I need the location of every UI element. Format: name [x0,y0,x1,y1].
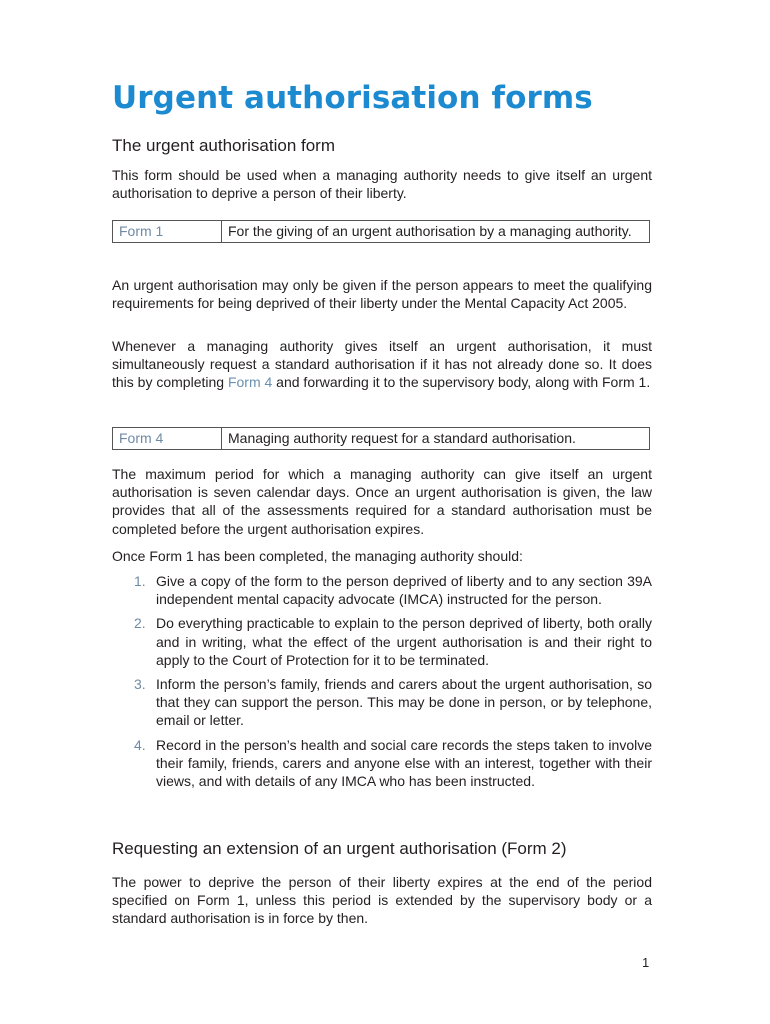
extension-paragraph: The power to deprive the person of their liberty expires at the end of the period specified on Form 1, unless this period is extended by the supervisory body or a standard authorisation is in force by then. [112,874,652,927]
step-number: 4. [134,736,146,753]
step-text: Record in the person’s health and social care records the steps taken to involve their family, friends, carers and anyone else with an interest, together with their views, and with details of any IMCA who has been instructed. [156,736,652,790]
once-paragraph: Once Form 1 has been completed, the managing authority should: [112,548,523,564]
form4-link[interactable]: Form 4 [227,374,273,391]
list-item [112,614,652,669]
form1-name: Form 1 [113,221,222,243]
step-number: 3. [134,676,146,693]
whenever-paragraph [112,337,652,392]
step-text: Do everything practicable to explain to the person deprived of liberty, both orally and in writing, what the effect of the urgent authorisation is and their right to apply to the Court of Protection for it to be terminated. [156,615,652,668]
whenever-text-after: and forwarding it to the supervisory body, along with Form 1. [272,374,651,391]
form1-table [112,220,650,243]
step-number: 2. [134,615,146,632]
form1-description: For the giving of an urgent authorisation by a managing authority. [222,221,650,243]
page-number: 1 [642,955,650,970]
maximum-period-paragraph: The maximum period for which a managing authority can give itself an urgent authorisation is seven calendar days. Once an urgent authorisation is given, the law provides that all of the assessments required for a standard authorisation must be completed before the urgent authorisation expires. [112,466,652,537]
list-item [112,675,652,730]
list-item [112,572,652,608]
intro-paragraph: This form should be used when a managing authority needs to give itself an urgent authorisation to deprive a person of their liberty. [112,167,652,202]
form4-description: Managing authority request for a standard authorisation. [222,428,650,450]
qualifying-paragraph: An urgent authorisation may only be given if the person appears to meet the qualifying requirements for being deprived of their liberty under the Mental Capacity Act 2005. [112,277,652,312]
list-item [112,736,652,791]
step-text: Give a copy of the form to the person deprived of liberty and to any section 39A independent mental capacity advocate (IMCA) instructed for the person. [156,573,652,608]
step-text: Inform the person’s family, friends and carers about the urgent authorisation, so that they can support the person. This may be done in person, or by telephone, email or letter. [156,676,652,729]
table-row [113,221,650,243]
step-number: 1. [134,573,146,589]
page-title: Urgent authorisation forms [112,80,593,116]
form4-table [112,427,650,450]
whenever-text-before: Whenever a managing authority gives itself an urgent authorisation, it must simultaneously request a standard authorisation if it has not already done so. It does this by completing [112,338,652,391]
section-heading-extension: Requesting an extension of an urgent authorisation (Form 2) [112,839,567,858]
section-heading-urgent-form: The urgent authorisation form [112,136,336,155]
steps-list [112,572,652,796]
table-row [113,428,650,450]
form4-name: Form 4 [113,428,222,450]
